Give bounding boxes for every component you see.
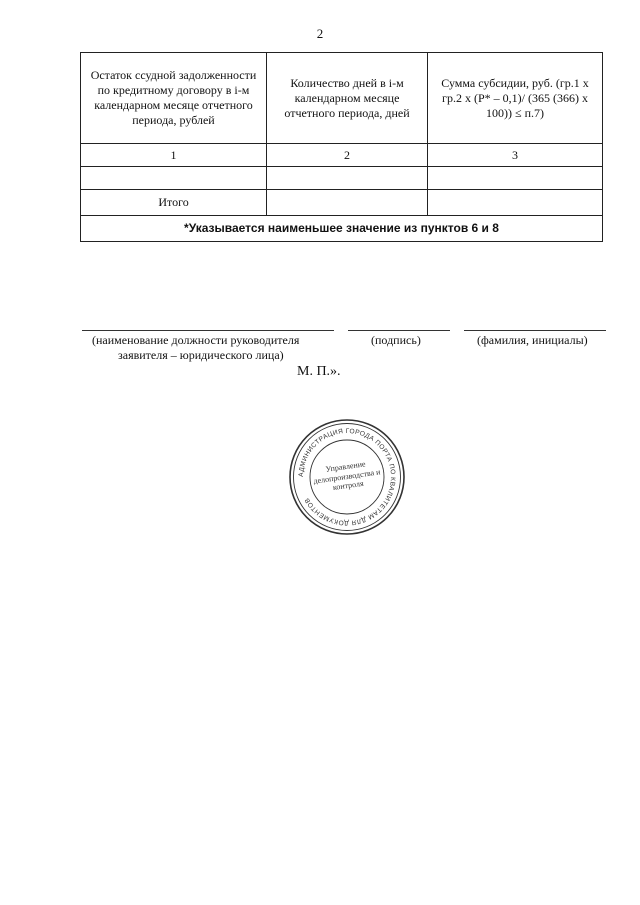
table-cell: [428, 167, 603, 190]
header-loan-balance: Остаток ссудной задолженности по кредитному договору в i-м календарном месяце отчетного периода, рублей: [81, 53, 267, 144]
table-cell: [81, 167, 267, 190]
column-number-3: 3: [428, 144, 603, 167]
stamp-ring-text: АДМИНИСТРАЦИЯ ГОРОДА ПОРТА ПО КВАЛИТЕТАМ ДЛЯ ДОКУМЕНТОВ: [297, 427, 397, 527]
table-row: [81, 167, 603, 190]
stamp-center-text: Управление делопроизводства и контроля: [312, 459, 381, 493]
position-label: (наименование должности руководителя: [92, 333, 300, 347]
table-cell: [267, 190, 428, 216]
footnote-row: [81, 216, 603, 242]
table-cell: [267, 167, 428, 190]
table-header-row: [81, 53, 603, 144]
position-signature-line: [82, 330, 334, 331]
table-cell: [428, 190, 603, 216]
total-label: Итого: [81, 190, 267, 216]
column-number-1: 1: [81, 144, 267, 167]
total-row: [81, 190, 603, 216]
seal-place-label: М. П.».: [297, 364, 341, 379]
subsidy-table: [80, 52, 603, 242]
signature-label: (подпись): [371, 333, 421, 347]
column-number-2: 2: [267, 144, 428, 167]
name-label: (фамилия, инициалы): [477, 333, 588, 347]
name-signature-line: [464, 330, 606, 331]
footnote: *Указывается наименьшее значение из пунктов 6 и 8: [81, 216, 603, 242]
column-number-row: [81, 144, 603, 167]
header-subsidy-sum: Сумма субсидии, руб. (гр.1 х гр.2 х (Р* – 0,1)/ (365 (366) х 100)) ≤ п.7): [428, 53, 603, 144]
official-stamp: [288, 418, 406, 536]
page-number: 2: [316, 26, 324, 41]
header-days-count: Количество дней в i-м календарном месяце отчетного периода, дней: [267, 53, 428, 144]
signature-line: [348, 330, 450, 331]
position-label-continued: заявителя – юридического лица): [118, 348, 284, 362]
